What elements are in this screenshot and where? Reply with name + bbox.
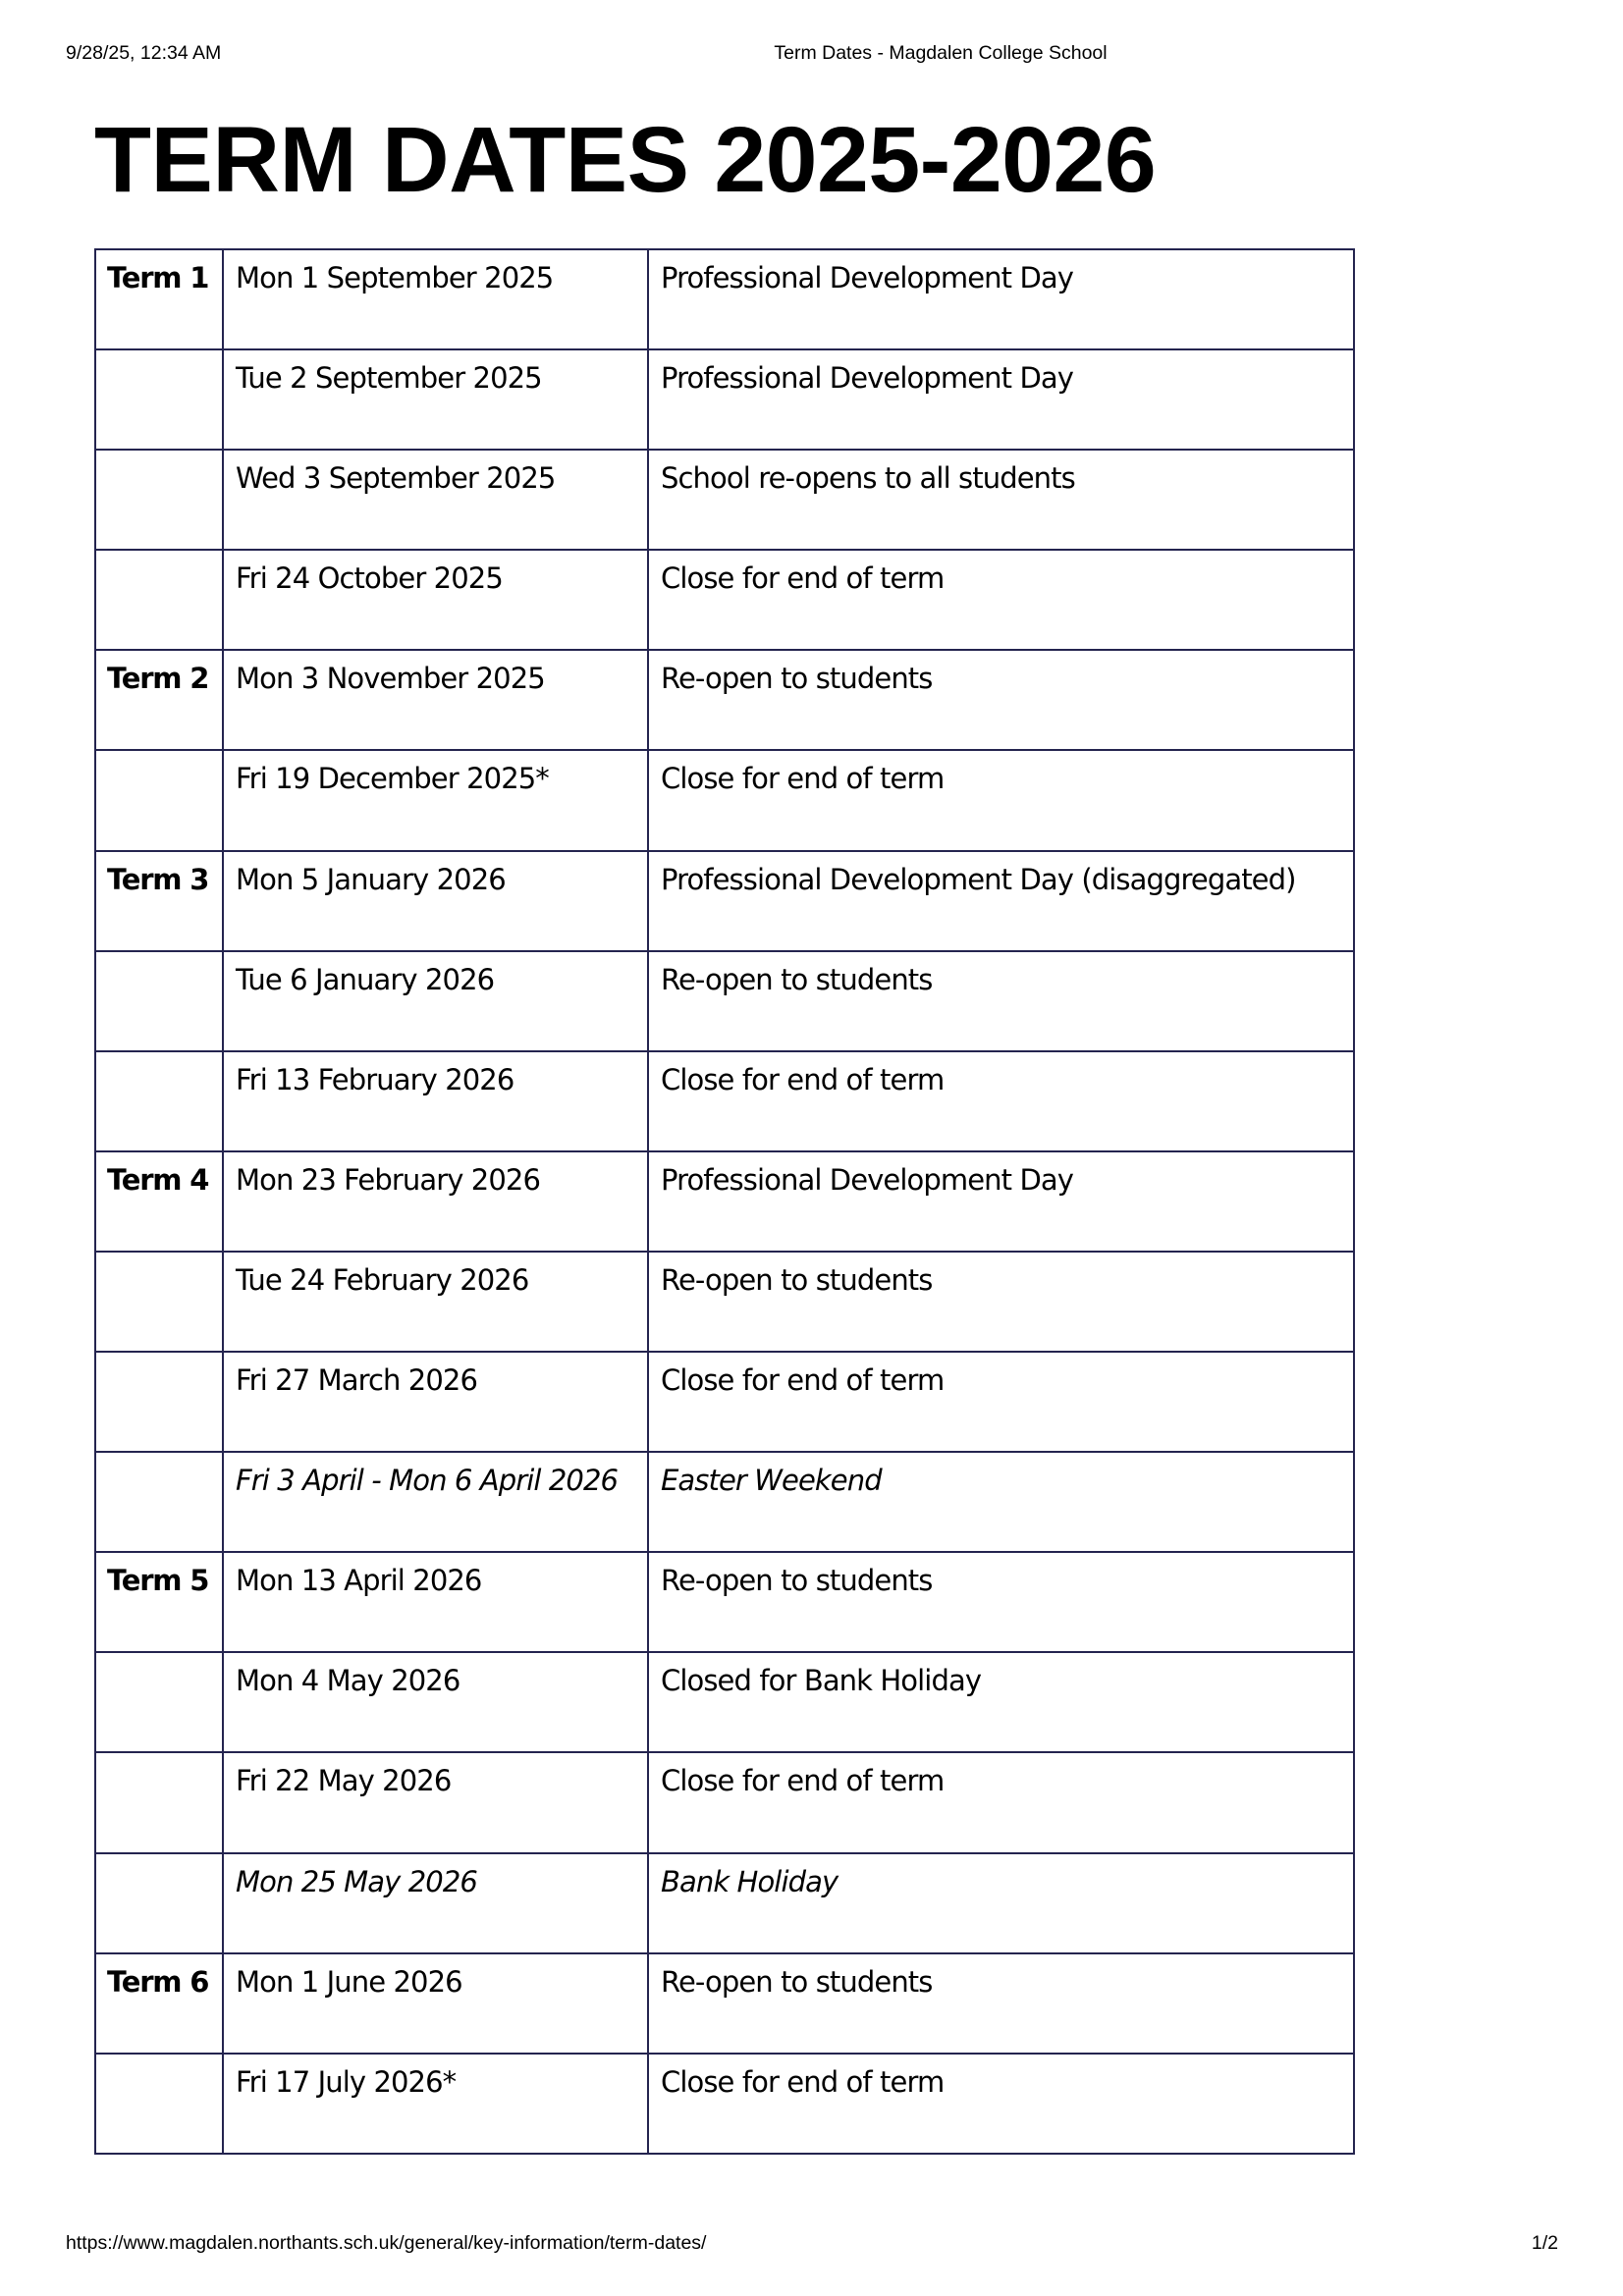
term-cell <box>95 1252 223 1352</box>
table-row <box>95 349 1354 450</box>
print-timestamp: 9/28/25, 12:34 AM <box>66 42 222 64</box>
table-row <box>95 1552 1354 1652</box>
description-cell: Re-open to students <box>648 951 1354 1051</box>
date-cell: Tue 24 February 2026 <box>223 1252 648 1352</box>
description-cell: Closed for Bank Holiday <box>648 1652 1354 1752</box>
description-cell: Re-open to students <box>648 1252 1354 1352</box>
table-row <box>95 249 1354 349</box>
term-dates-table-body <box>95 249 1354 2154</box>
print-url: https://www.magdalen.northants.sch.uk/general/key-information/term-dates/ <box>66 2232 707 2254</box>
term-cell: Term 3 <box>95 851 223 951</box>
page-heading: TERM DATES 2025-2026 <box>94 108 1157 212</box>
table-row <box>95 1452 1354 1552</box>
term-cell <box>95 550 223 650</box>
date-cell: Fri 17 July 2026* <box>223 2054 648 2154</box>
term-cell <box>95 1752 223 1852</box>
term-dates-table <box>94 248 1355 2155</box>
date-cell: Mon 23 February 2026 <box>223 1151 648 1252</box>
description-cell: Easter Weekend <box>648 1452 1354 1552</box>
term-cell: Term 4 <box>95 1151 223 1252</box>
table-row <box>95 450 1354 550</box>
term-cell <box>95 1853 223 1953</box>
date-cell: Mon 4 May 2026 <box>223 1652 648 1752</box>
date-cell: Fri 27 March 2026 <box>223 1352 648 1452</box>
date-cell: Mon 5 January 2026 <box>223 851 648 951</box>
table-row <box>95 1051 1354 1151</box>
description-cell: Re-open to students <box>648 1953 1354 2054</box>
term-cell: Term 2 <box>95 650 223 750</box>
term-cell <box>95 450 223 550</box>
description-cell: Professional Development Day <box>648 1151 1354 1252</box>
description-cell: Re-open to students <box>648 650 1354 750</box>
date-cell: Fri 3 April - Mon 6 April 2026 <box>223 1452 648 1552</box>
date-cell: Mon 13 April 2026 <box>223 1552 648 1652</box>
term-cell <box>95 1452 223 1552</box>
term-cell <box>95 349 223 450</box>
table-row <box>95 1151 1354 1252</box>
table-row <box>95 1752 1354 1852</box>
date-cell: Mon 3 November 2025 <box>223 650 648 750</box>
date-cell: Fri 22 May 2026 <box>223 1752 648 1852</box>
table-row <box>95 1652 1354 1752</box>
table-row <box>95 1352 1354 1452</box>
term-cell: Term 6 <box>95 1953 223 2054</box>
term-cell: Term 1 <box>95 249 223 349</box>
date-cell: Mon 25 May 2026 <box>223 1853 648 1953</box>
description-cell: Close for end of term <box>648 750 1354 850</box>
term-cell <box>95 1051 223 1151</box>
description-cell: Professional Development Day (disaggregated) <box>648 851 1354 951</box>
term-cell <box>95 750 223 850</box>
date-cell: Mon 1 June 2026 <box>223 1953 648 2054</box>
date-cell: Fri 13 February 2026 <box>223 1051 648 1151</box>
term-cell <box>95 1652 223 1752</box>
date-cell: Mon 1 September 2025 <box>223 249 648 349</box>
description-cell: Close for end of term <box>648 1051 1354 1151</box>
print-page-title: Term Dates - Magdalen College School <box>774 42 1108 64</box>
description-cell: Close for end of term <box>648 1752 1354 1852</box>
date-cell: Tue 2 September 2025 <box>223 349 648 450</box>
table-row <box>95 951 1354 1051</box>
date-cell: Fri 19 December 2025* <box>223 750 648 850</box>
description-cell: Bank Holiday <box>648 1853 1354 1953</box>
table-row <box>95 851 1354 951</box>
date-cell: Wed 3 September 2025 <box>223 450 648 550</box>
description-cell: Close for end of term <box>648 1352 1354 1452</box>
table-row <box>95 550 1354 650</box>
term-cell <box>95 2054 223 2154</box>
table-row <box>95 1853 1354 1953</box>
description-cell: School re-opens to all students <box>648 450 1354 550</box>
table-row <box>95 650 1354 750</box>
term-cell <box>95 1352 223 1452</box>
description-cell: Professional Development Day <box>648 349 1354 450</box>
term-cell <box>95 951 223 1051</box>
print-page-number: 1/2 <box>1531 2232 1558 2254</box>
description-cell: Re-open to students <box>648 1552 1354 1652</box>
table-row <box>95 1252 1354 1352</box>
description-cell: Professional Development Day <box>648 249 1354 349</box>
description-cell: Close for end of term <box>648 550 1354 650</box>
term-cell: Term 5 <box>95 1552 223 1652</box>
table-row <box>95 1953 1354 2054</box>
description-cell: Close for end of term <box>648 2054 1354 2154</box>
date-cell: Fri 24 October 2025 <box>223 550 648 650</box>
table-row <box>95 750 1354 850</box>
table-row <box>95 2054 1354 2154</box>
date-cell: Tue 6 January 2026 <box>223 951 648 1051</box>
